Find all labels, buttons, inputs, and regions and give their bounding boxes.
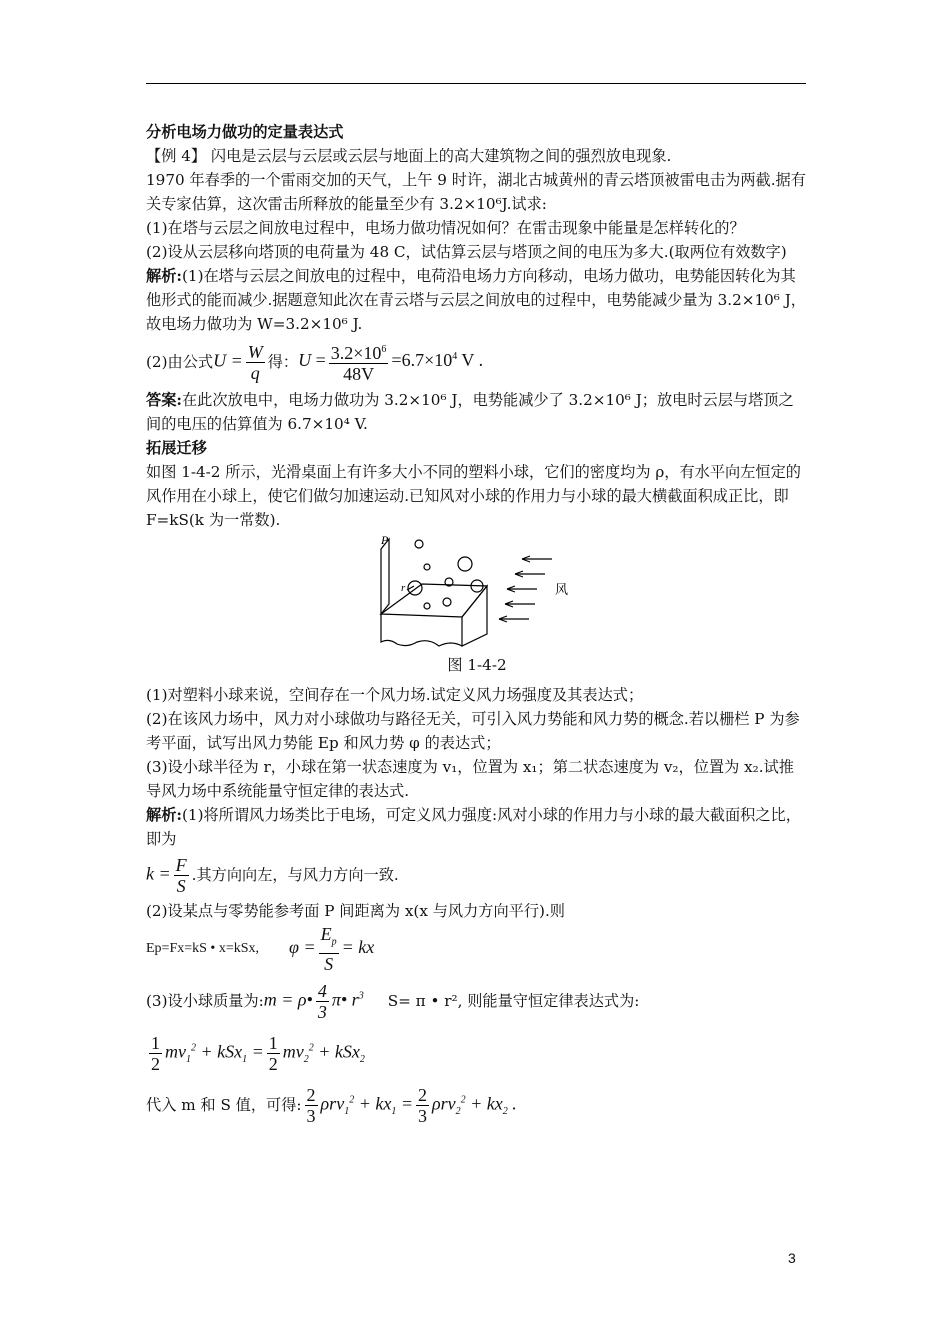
extension-question-3: (3)设小球半径为 r，小球在第一状态速度为 v₁，位置为 x₁；第二状态速度为 v₂，位置为 x₂.试推导风力场中系统能量守恒定律的表达式. xyxy=(146,758,794,800)
example-label: 【例 4】 xyxy=(146,147,207,165)
extension-question-2: (2)在该风力场中，风力对小球做功与路径无关，可引入风力势能和风力势的概念.若以栅栏 P 为参考平面，试写出风力势能 Ep 和风力势 φ 的表达式； xyxy=(146,710,800,752)
label-p: P xyxy=(381,534,389,547)
ball xyxy=(415,540,423,548)
field-strength-formula-row: k = $\frac{F}{S}$ .其方向向左，与风力方向一致. xyxy=(146,854,399,896)
example-question-1: (1)在塔与云层之间放电过程中，电场力做功情况如何？在雷击现象中能量是怎样转化的？ xyxy=(146,219,745,237)
example-answer: 答案:在此次放电中，电场力做功为 3.2×10⁶ J，电势能减少了 3.2×10⁶ J；放电时云层与塔顶之间的电压的估算值为 6.7×10⁴ V. xyxy=(146,391,794,433)
fence-p xyxy=(381,539,389,614)
example-intro: 【例 4】 闪电是云层与云层或云层与地面上的高大建筑物之间的强烈放电现象. xyxy=(146,147,672,165)
example-solution-1: 解析:(1)在塔与云层之间放电的过程中，电荷沿电场力方向移动，电场力做功，电势能因转化为其他形式的能而减少.据题意知此次在青云塔与云层之间放电的过程中，电势能减少量为 3.2×10⁶ J，故电场力做功为 W=3.2×10⁶ J. xyxy=(146,267,806,333)
final-expression-row: 代入 m 和 S 值，可得: $\frac{2}{3}$ $\rho rv_1^2 + kx_1$ = $\frac{2}{3}$ $\rho rv_2^2 + kx_2$ . xyxy=(146,1084,517,1126)
example-solution-2: (2)由公式 U = $\frac{W}{q}$ 得： U = $\frac{3.2\times 10^6}{48V}$ $=6.7\times 10^4$ V . xyxy=(146,341,484,384)
label-r: r xyxy=(401,582,406,594)
formula-u-value: U = $\frac{3.2\times 10^6}{48V}$ $=6.7\times 10^4$ V . xyxy=(298,340,483,384)
wind-field-figure xyxy=(377,534,577,649)
energy-conservation-eq xyxy=(146,1027,808,1079)
example-question-2: (2)设从云层移向塔顶的电荷量为 48 C，试估算云层与塔顶之间的电压为多大.(取两位有效数字) xyxy=(146,243,787,261)
section-heading: 分析电场力做功的定量表达式 xyxy=(146,123,344,141)
document-body xyxy=(146,120,808,1131)
extension-question-1: (1)对塑料小球来说，空间存在一个风力场.试定义风力场强度及其表达式； xyxy=(146,686,644,704)
ball xyxy=(458,557,472,571)
table-side xyxy=(462,586,487,646)
formula-k-f-s: k = $\frac{F}{S}$ xyxy=(146,854,187,896)
ball xyxy=(424,564,430,570)
figure-caption: 图 1-4-2 xyxy=(447,656,507,674)
ball xyxy=(443,598,451,606)
wind-arrows xyxy=(499,556,552,622)
potential-energy-eq: Ep=Fx=kS • x=kSx, xyxy=(146,941,259,956)
extension-solution-3: (3)设小球质量为: m = ρ• $\frac{4}{3}$ π• $r^3$ S= π • r², 则能量守恒定律表达式为: xyxy=(146,980,640,1022)
formula-phi: φ = $\frac{E_p}{S}$ = kx xyxy=(289,924,375,974)
header-rule xyxy=(146,83,806,84)
extension-solution-1: 解析:(1)将所谓风力场类比于电场，可定义风力强度:风对小球的作用力与小球的最大截面积之比，即为 xyxy=(146,806,801,848)
formula-energy-conservation: $\frac{1}{2}$ $mv_1^2 + kSx_1$ = $\frac{1}{2}$ $mv_2^2 + kSx_2$ xyxy=(151,1032,365,1074)
page-number: 3 xyxy=(788,1250,796,1266)
label-wind: 风 xyxy=(555,583,569,598)
extension-solution-2: (2)设某点与零势能参考面 P 间距离为 x(x 与风力方向平行).则 xyxy=(146,902,565,920)
extension-title: 拓展迁移 xyxy=(146,439,207,457)
formula-mass: m = ρ• $\frac{4}{3}$ π• $r^3$ xyxy=(263,980,364,1022)
table-front-edge xyxy=(381,614,462,646)
formula-final: $\frac{2}{3}$ $\rho rv_1^2 + kx_1$ = $\frac{2}{3}$ $\rho rv_2^2 + kx_2$ . xyxy=(306,1084,517,1126)
potential-formula-row xyxy=(146,923,808,975)
ball xyxy=(424,603,430,609)
example-background: 1970 年春季的一个雷雨交加的天气，上午 9 时许，湖北古城黄州的青云塔顶被雷电击为两截.据有关专家估算，这次雷击所释放的能量至少有 3.2×10⁶J.试求: xyxy=(146,171,806,213)
extension-intro: 如图 1-4-2 所示，光滑桌面上有许多大小不同的塑料小球，它们的密度均为 ρ，有水平向左恒定的风作用在小球上，使它们做匀加速运动.已知风对小球的作用力与小球的最大横截面积成正比，即 F=kS(k 为一常数). xyxy=(146,463,801,529)
formula-u-w-q: U = $\frac{W}{q}$ xyxy=(213,341,263,383)
